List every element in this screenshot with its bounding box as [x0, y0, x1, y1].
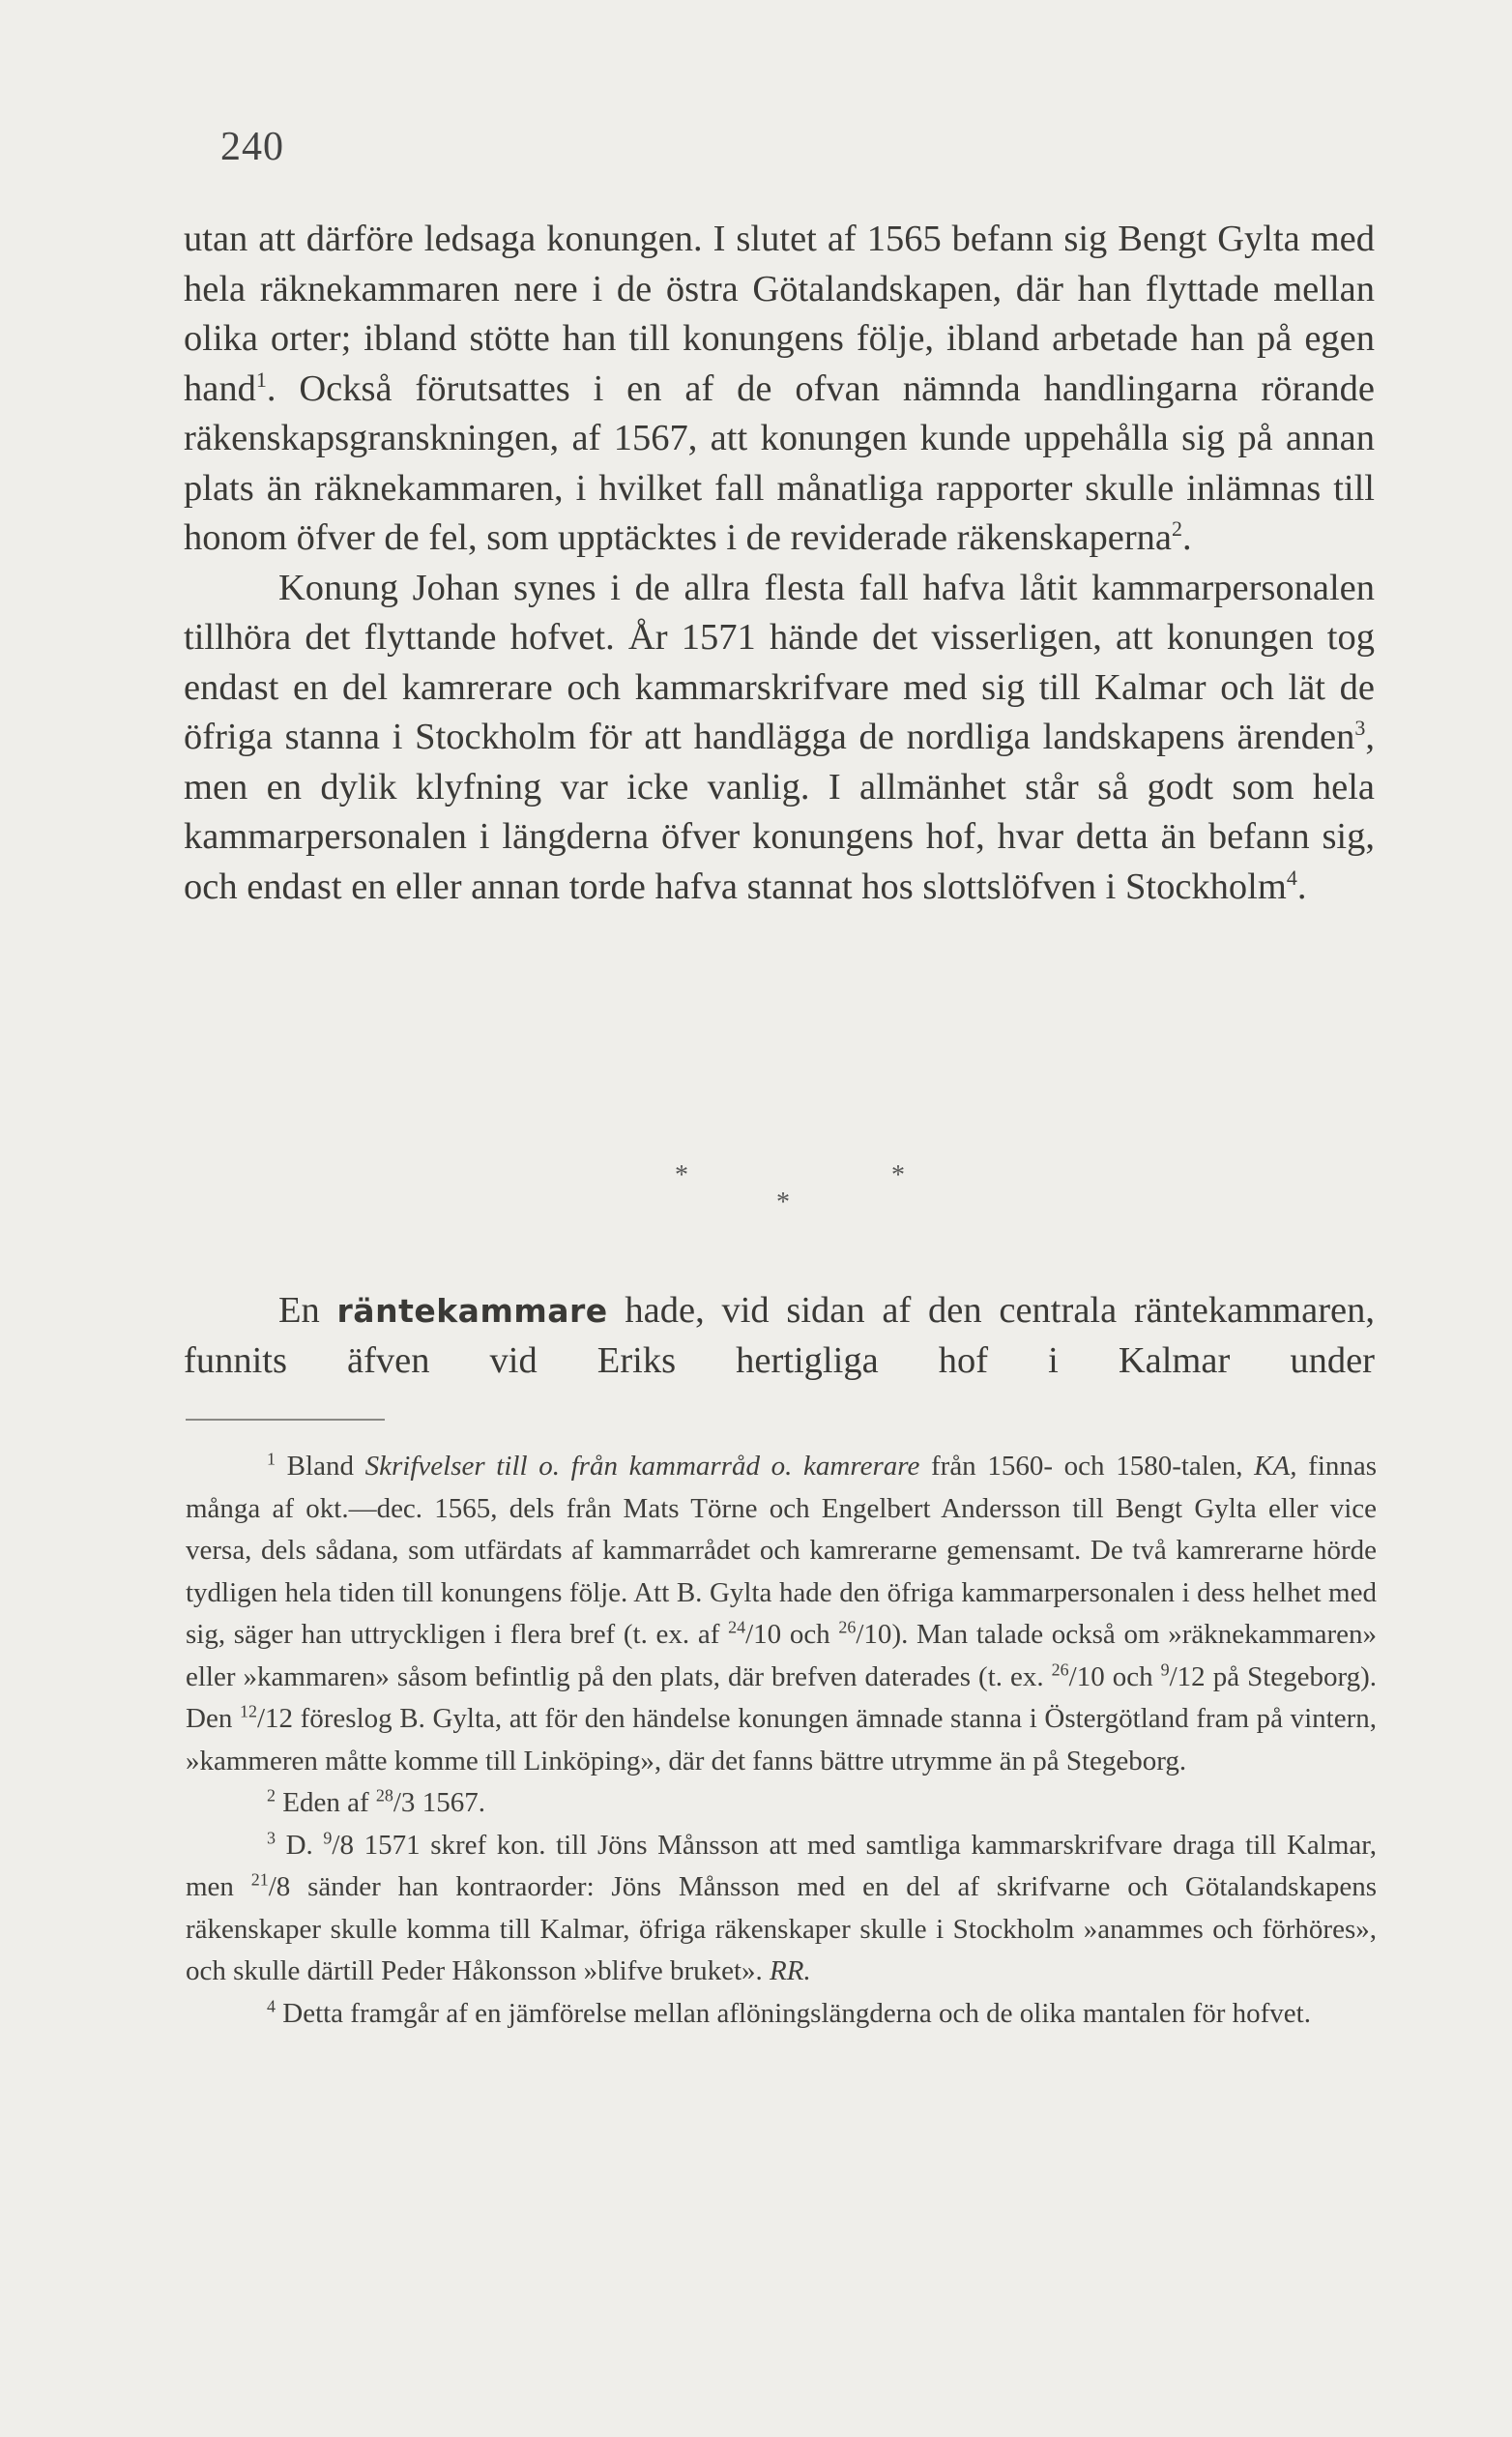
section-keyword: räntekammare: [336, 1292, 608, 1330]
date-numerator: 9: [323, 1827, 333, 1847]
section-divider-asterisks: [0, 1160, 1512, 1238]
date-denominator: /8: [268, 1871, 291, 1902]
footnote-ref-4: 4: [1286, 865, 1297, 890]
footnote-ref-3: 3: [1354, 716, 1366, 741]
asterisk-center: *: [776, 1188, 790, 1218]
footnote-1-text: och: [1112, 1660, 1153, 1692]
footnote-1-archive: KA,: [1254, 1451, 1297, 1482]
date-denominator: /10: [745, 1619, 782, 1650]
date-numerator: 12: [239, 1701, 257, 1721]
footnote-3: [186, 1825, 1377, 1993]
footnote-3-text: sänder han kontraorder: Jöns Månsson med en del af skrifvarne och Götalandskapens räkenskaper skulle komma till Kalmar, öfriga räkenskaper skulle i Stockholm »anammes och förhöres», och skulle därtill Peder Håkonsson »blifve bruket».: [186, 1871, 1377, 1986]
paragraph-1-text-a: utan att därföre ledsaga konungen. I slutet af 1565 befann sig Bengt Gylta med hela räknekammaren nere i de östra Götalandskapen, där han flyttade mellan olika orter; ibland stötte han till konungens följe, ibland arbetade han på egen hand: [184, 219, 1375, 409]
footnote-1-text: på Stegeborg). Den: [186, 1660, 1378, 1734]
footnote-4-mark: 4: [267, 1995, 276, 2015]
footnotes: [186, 1446, 1377, 2035]
date-numerator: 21: [250, 1869, 269, 1890]
paragraph-2-text-c: .: [1296, 866, 1307, 907]
paragraph-2-text-b: , men en dylik klyfning var icke vanlig. I allmänhet står så godt som hela kammarpersonalen i längderna öfver konungens hof, hvar detta än befann sig, och endast en eller annan torde hafva stannat hos slottslöfven i Stockholm: [184, 717, 1375, 907]
footnote-1-text: ). Man talade också om »räknekammaren» eller »kammaren» såsom befintlig på den plats, där brefven daterades (t. ex.: [186, 1619, 1378, 1692]
footnote-1-text: föreslog B. Gylta, att för den händelse konungen ämnade stanna i Östergötland fram på vintern, »kammeren måtte komme till Linköping», där det fanns bättre utrymme än på Stegeborg.: [186, 1703, 1377, 1776]
footnote-2-text: 1567.: [422, 1787, 485, 1818]
paragraph-2: [184, 564, 1375, 913]
footnote-1-text: och: [789, 1619, 830, 1650]
footnote-1-text: Bland: [286, 1451, 354, 1482]
footnote-3-source: RR.: [770, 1955, 811, 1986]
footnote-4: [186, 1993, 1377, 2036]
date-numerator: 24: [728, 1617, 746, 1637]
footnote-3-text: 1571 skref kon. till Jöns Månsson att med samtliga kammarskrifvare draga till Kalmar, men: [186, 1829, 1378, 1902]
date-numerator: 26: [838, 1617, 857, 1637]
section-paragraph: [184, 1286, 1375, 1386]
footnote-2-text: Eden af: [282, 1787, 369, 1818]
footnote-3-text: D.: [285, 1829, 313, 1861]
date-denominator: /3: [393, 1787, 416, 1818]
date-denominator: /12: [256, 1703, 293, 1734]
date-denominator: /10: [1068, 1660, 1105, 1692]
paragraph-1-text-c: .: [1181, 517, 1192, 558]
footnote-3-mark: 3: [267, 1827, 276, 1847]
paragraph-2-text-a: Konung Johan synes i de allra flesta fall hafva låtit kammarpersonalen tillhöra det flyttande hofvet. År 1571 hände det visserligen, att konungen tog endast en del kamrerare och kammarskrifvare med sig till Kalmar och lät de öfriga stanna i Stockholm för att handlägga de nordliga landskapens ärenden: [184, 567, 1375, 757]
footnote-1-text: finnas många af okt.—dec. 1565, dels från Mats Törne och Engelbert Andersson till Bengt Gylta eller vice versa, dels sådana, som utfärdats af kammarrådet och kamrerarne gemensamt. De två kamrerarne hörde tydligen hela tiden till konungens följe. Att B. Gylta hade den öfriga kammarpersonalen i dess helhet med sig, säger han uttryckligen i flera bref (t. ex. af: [186, 1451, 1378, 1650]
footnote-separator: [186, 1419, 385, 1421]
section-text: [184, 1286, 1375, 1386]
footnote-2: [186, 1782, 1377, 1825]
page-number: 240: [220, 125, 284, 169]
footnote-1-text: från 1560- och 1580-talen,: [931, 1451, 1243, 1482]
date-numerator: 26: [1051, 1659, 1069, 1679]
footnote-ref-2: 2: [1171, 516, 1182, 542]
date-denominator: /8: [332, 1829, 354, 1861]
paragraph-1-text-b: . Också förutsattes i en af de ofvan nämnda handlingarna rörande räkenskapsgranskningen, af 1567, att konungen kunde uppehålla sig på annan plats än räknekammaren, i hvilket fall månatliga rapporter skulle inlämnas till honom öfver de fel, som upptäcktes i de reviderade räkenskaperna: [184, 367, 1375, 558]
date-denominator: /12: [1169, 1660, 1206, 1692]
footnote-1-source: Skrifvelser till o. från kammarråd o. kamrerare: [364, 1451, 920, 1482]
main-text: [184, 215, 1375, 912]
paragraph-1: [184, 215, 1375, 564]
date-numerator: 9: [1160, 1659, 1170, 1679]
footnote-2-mark: 2: [267, 1785, 276, 1806]
section-lead: En: [278, 1290, 320, 1331]
footnote-ref-1: 1: [255, 367, 267, 392]
section-rest: hade, vid sidan af den centrala räntekammaren, funnits äfven vid Eriks hertigliga hof i Kalmar under: [184, 1290, 1375, 1381]
date-numerator: 28: [375, 1785, 393, 1806]
date-denominator: /10: [856, 1619, 892, 1650]
footnote-1: [186, 1446, 1377, 1782]
footnote-4-text: Detta framgår af en jämförelse mellan aflöningslängderna och de olika mantalen för hofvet.: [282, 1997, 1311, 2029]
asterisk-right: *: [891, 1160, 905, 1190]
footnote-1-mark: 1: [267, 1449, 276, 1469]
asterisk-left: *: [675, 1160, 688, 1190]
